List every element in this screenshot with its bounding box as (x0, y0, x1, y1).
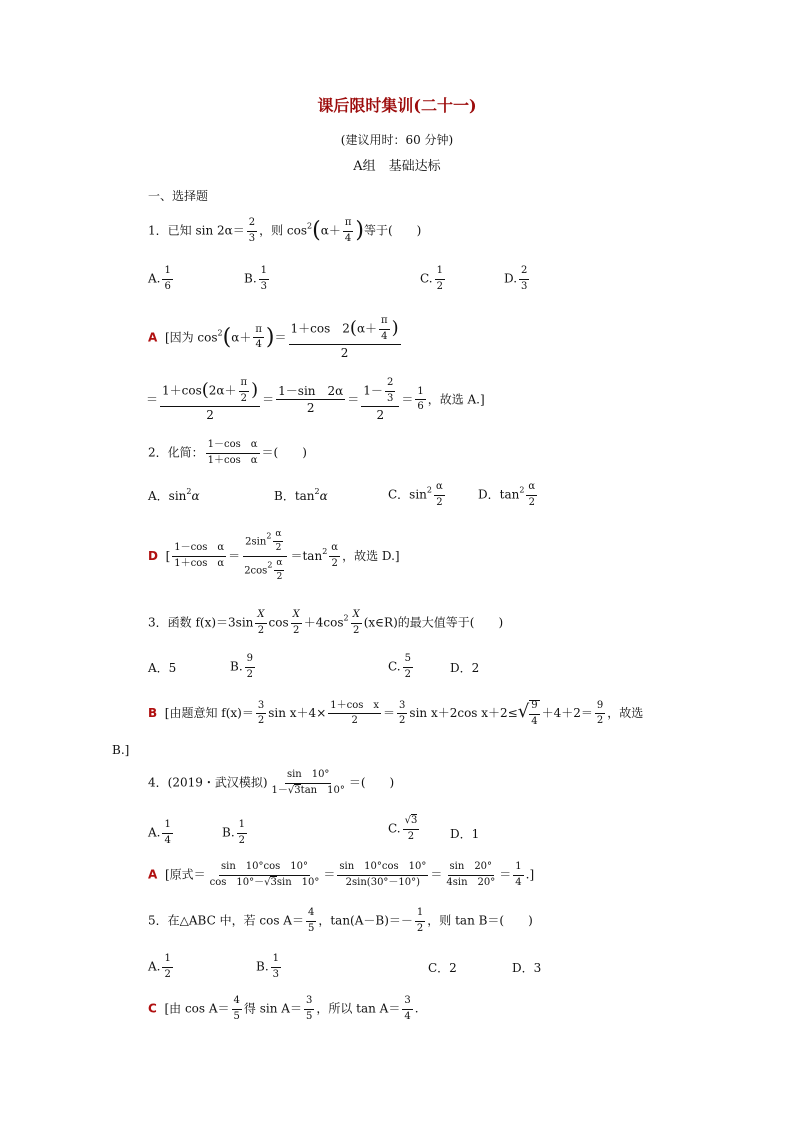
question-4-stem: 4．(2019・武汉模拟) $\frac{\sin 10^\circ}{1-√3\tan 10^\circ}$ ＝( ) (148, 769, 395, 796)
answer-letter: A (148, 330, 158, 345)
question-1-option-a: A. $\frac{1}{6}$ (148, 265, 171, 292)
question-3-stem: 3．函数 f(x)＝3sin $\frac{X}{2}$ cos $\frac{X}{2}$ $+4\cos^2$ $\frac{X}{2}$ (x∈R)的最大值等于( ) (148, 609, 504, 636)
question-3-option-c: C. $\frac{5}{2}$ (388, 653, 411, 680)
page-title: 课后限时集训(二十一) (317, 96, 477, 115)
fraction: $\frac{2}{3}$ (248, 217, 256, 244)
question-3-option-b: B. $\frac{9}{2}$ (230, 653, 254, 680)
question-5-option-c: C．2 (428, 961, 457, 975)
answer-letter: B (148, 706, 158, 720)
question-2-option-d: D．$\tan^2$ $\frac{\alpha}{2}$ (478, 481, 536, 508)
question-5-option-b: B. $\frac{1}{3}$ (256, 953, 280, 980)
question-1-option-c: C. $\frac{1}{2}$ (420, 265, 443, 292)
question-1-option-b: B. $\frac{1}{3}$ (244, 265, 268, 292)
question-1-option-d: D. $\frac{2}{3}$ (504, 265, 528, 292)
section-heading: 一、选择题 (148, 189, 209, 203)
question-5-solution: C [由 cos A＝ $\frac{4}{5}$ 得 sin A＝ $\frac{3}{5}$ ，所以 tan A＝ $\frac{3}{4}$ . (148, 995, 419, 1022)
question-1-stem: 1．已知 sin 2α＝ $\frac{2}{3}$ ，则 $\cos^2(\alpha+$ $\frac{\pi}{4}$ )等于( ) (148, 217, 422, 244)
question-4-option-b: B. $\frac{1}{2}$ (222, 819, 246, 846)
question-5-option-a: A. $\frac{1}{2}$ (148, 953, 171, 980)
question-4-option-a: A. $\frac{1}{4}$ (148, 819, 171, 846)
answer-letter: C (148, 1001, 157, 1016)
question-3-solution-tail: B.] (112, 743, 130, 757)
answer-letter: A (148, 867, 158, 882)
question-4-solution: A [原式＝ $\frac{\sin 10^\circ\cos 10^\circ}{\cos 10^\circ-√3\sin 10^\circ}$ ＝ $\frac{\sin 10^\circ\cos 10^\circ}{2\sin(30^\circ-10^\circ)}$ ＝ $\frac{\sin 20^\circ}{4\sin 20^\circ}$ ＝ $\frac{1}{4}$ .] (148, 861, 535, 888)
question-4-option-d: D．1 (450, 827, 480, 841)
question-2-option-c: C．$\sin^2$ $\frac{\alpha}{2}$ (388, 481, 443, 508)
question-5-option-d: D．3 (512, 961, 542, 975)
group-heading: A组 基础达标 (353, 159, 441, 174)
answer-letter: D (148, 548, 158, 563)
question-1-solution-line-2: ＝ 1＋cos(2α＋ $\frac{\pi}{2}$ ) 2 ＝ $\frac{1-\sin 2\alpha}{2}$ ＝ 1－ $\frac{2}{3}$ 2 ＝ $\frac{1}{6}$ ，故选 A.] (146, 377, 485, 422)
question-1-solution-line-1: A [因为 $\cos^2(\alpha+$ $\frac{\pi}{4}$ )＝ 1＋cos 2(α＋ $\frac{\pi}{4}$ ) 2 (148, 315, 399, 360)
time-note: (建议用时：60 分钟) (340, 133, 454, 147)
question-4-option-c: C. $\frac{√3}{2}$ (388, 815, 418, 842)
question-2-option-a: A．$\sin^2\alpha$ (148, 487, 200, 503)
question-3-option-d: D．2 (450, 661, 480, 675)
question-5-stem: 5．在△ABC 中，若 cos A＝ $\frac{4}{5}$ ，tan(A－B)＝－ $\frac{1}{2}$ ，则 tan B＝( ) (148, 907, 533, 934)
question-2-solution: D [ $\frac{\text{1－cos α}}{\text{1＋cos α}}$ ＝ $2\sin^2$ $\frac{\alpha}{2}$ $2\cos^2$ $\frac{\alpha}{2}$ $=\tan^2$ $\frac{\alpha}{2}$ ，故选 D.] (148, 529, 400, 583)
question-3-option-a: A．5 (148, 661, 177, 675)
question-3-solution: B [由题意知 f(x)＝ $\frac{3}{2}$ sin x＋4× $\frac{\text{1＋cos x}}{2}$ ＝ $\frac{3}{2}$ sin x＋2cos x＋2≤√ $\frac{9}{4}$ ＋4＋2＝ $\frac{9}{2}$ ，故选 (148, 699, 644, 727)
question-2-option-b: B．$\tan^2\alpha$ (274, 487, 328, 503)
question-2-stem: 2．化简： $\frac{\text{1－cos α}}{\text{1＋cos α}}$ ＝( ) (148, 439, 307, 466)
